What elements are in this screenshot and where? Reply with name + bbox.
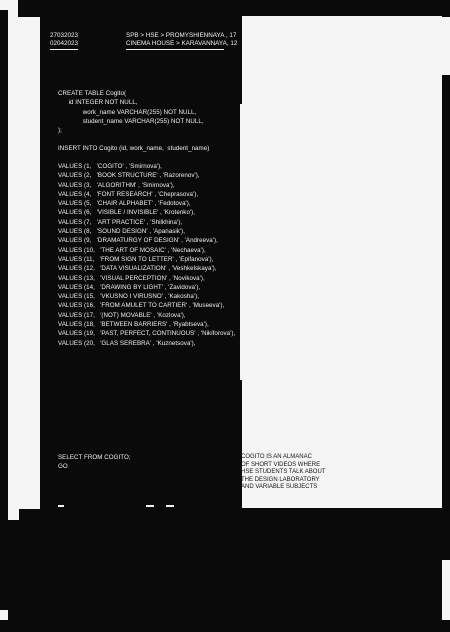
bottom-right-corner-a [436,508,450,522]
values-row: VALUES (1, 'COGITO' , 'Smirnova'), [58,163,162,170]
go-statement: GO [58,463,68,470]
left-margin-panel [8,17,40,509]
values-row: VALUES (8, 'SOUND DESIGN' , 'Apanasik'), [58,228,186,236]
left-bottom-tab [8,508,19,520]
top-white-strip [8,0,18,17]
location-line-2: CINEMA HOUSE > KARAVANNAYA, 12 [126,39,238,47]
code-line: id INTEGER NOT NULL, [58,99,138,107]
values-row: VALUES (15, 'VKUSNO I VIRUSNO' , 'Kakosha'), [58,293,200,301]
select-statement: SELECT FROM COGITO; [58,454,131,461]
location-line-1: SPB > HSE > PROMYSHIENNAYA , 17 [126,32,237,39]
create-table-block [58,89,204,135]
values-row: VALUES (19, 'PAST, PERFECT, CONTINUOUS' , 'Nikiforova'), [58,330,236,338]
date-line-2: 02042023 [50,39,79,47]
values-row: VALUES (4, 'FONT RESEARCH' , 'Cheprasova'), [58,190,199,198]
code-line: CREATE TABLE Cogito( [58,90,127,97]
top-left-white-tab [0,0,8,10]
date-underline [50,49,78,50]
date-line-1: 27032023 [50,32,79,39]
values-row: VALUES (17, '(NOT) MOVABLE' , 'Kozlova'), [58,311,186,319]
description-line: AND VARIABLE SUBJECTS [241,484,318,491]
values-row: VALUES (9, 'DRAMATURGY OF DESIGN' , 'Andreeva'), [58,237,218,245]
values-row: VALUES (7, 'ART PRACTICE' , 'Shilkhina'), [58,218,183,226]
values-row: VALUES (16, 'FROM AMULET TO CARTIER' , 'Museeva'), [58,302,225,310]
description-line: COGITO IS AN ALMANAC [241,454,312,460]
description-line: THE DESIGN LABORATORY [241,476,320,483]
description-line: HSE STUDENTS TALK ABOUT [241,469,326,476]
values-list [58,162,235,348]
location-underline [126,49,224,50]
values-row: VALUES (2, 'BOOK STRUCTURE' , 'Razorenov'), [58,172,200,180]
code-line: student_name VARCHAR(255) NOT NULL, [58,117,204,125]
header-block [230,16,242,104]
right-edge-tab-2 [442,560,450,620]
insert-statement: INSERT INTO Cogito (id, work_name, student_name) [58,145,210,152]
values-row: VALUES (5, 'CHAIR ALPHABET' , 'Fedotova'), [58,200,191,208]
right-notch-top [234,380,242,524]
values-row: VALUES (14, 'DRAWING BY LIGHT' , 'Zavidova'), [58,283,201,291]
values-row: VALUES (12, 'DATA VISUALIZATION' , 'Veshkelskaya'), [58,265,217,273]
description-line: OF SHORT VIDEOS WHERE [241,461,321,468]
values-row: VALUES (6, 'VISIBLE / INVISIBLE' , 'Krotenko'), [58,209,196,217]
values-row: VALUES (10, 'THE ART OF MOSAIC' , 'Nechaeva'), [58,246,206,254]
dash-mark [58,505,64,507]
values-row: VALUES (18, 'BETWEEN BARRIERS' , 'Ryabtseva'), [58,321,209,329]
code-line: ); [58,127,62,135]
top-right-black-band [416,0,450,10]
dash-mark [166,505,174,507]
right-edge-tab [442,17,450,75]
code-line: work_name VARCHAR(255) NOT NULL, [58,108,197,116]
dash-mark [146,505,154,507]
left-edge-tab [0,610,8,620]
values-row: VALUES (13, 'VISUAL PERCEPTION' , 'Novikova'), [58,274,205,282]
values-row: VALUES (20, 'GLAS SEREBRA' , 'Kuznetsova'), [58,339,196,347]
values-row: VALUES (3, 'ALGORITHM' , 'Smirnova'), [58,181,175,189]
values-row: VALUES (11, 'FROM SIGN TO LETTER' , 'Epifanova'), [58,255,214,263]
right-panel [240,16,442,508]
bottom-black-field [241,508,450,632]
almanac-description [241,454,325,492]
